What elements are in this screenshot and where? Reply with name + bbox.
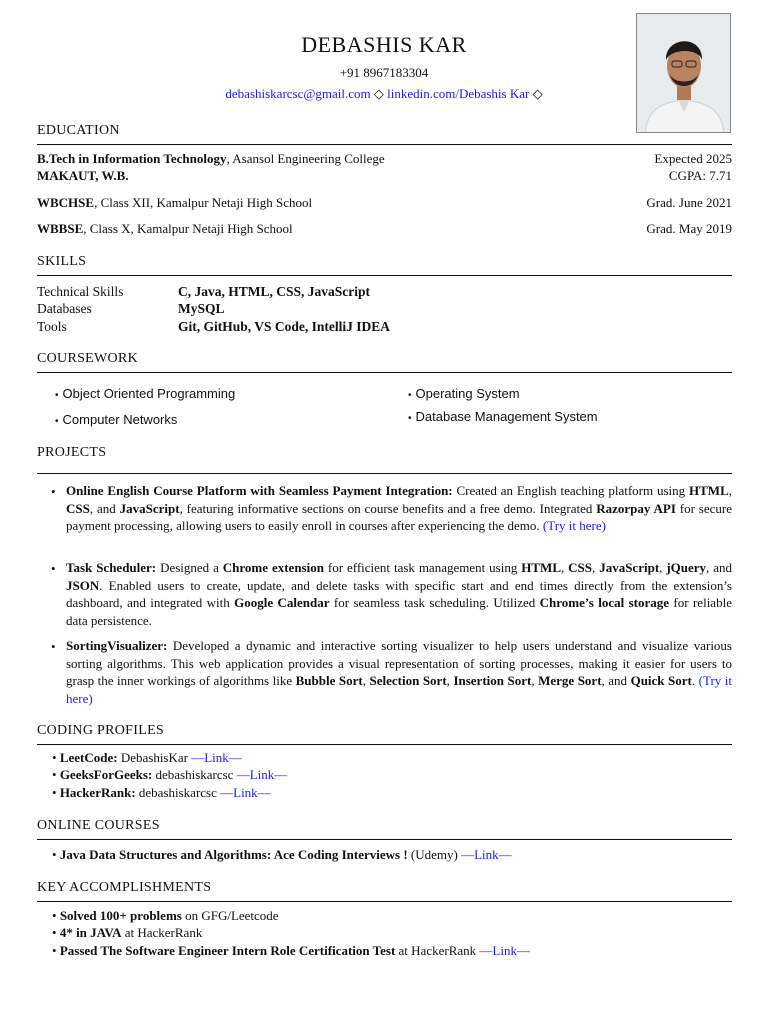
bullet-icon: •	[51, 639, 56, 654]
course-item: • Operating System	[408, 386, 520, 401]
accomplishment-item: • Passed The Software Engineer Intern Role Certification Test at HackerRank —Link—	[52, 943, 530, 958]
coursework-rule	[37, 372, 732, 373]
try-it-link[interactable]: (Try it here)	[66, 673, 733, 706]
course-item: • Object Oriented Programming	[55, 386, 236, 401]
accomplishments-rule	[37, 901, 732, 902]
profile-link[interactable]: —Link—	[191, 750, 242, 765]
skill-label: Technical Skills	[37, 284, 124, 299]
education-item: B.Tech in Information Technology, Asansol Engineering College Expected 2025	[37, 151, 732, 166]
accomplishment-item: • 4* in JAVA at HackerRank	[52, 925, 203, 940]
accomplishment-link[interactable]: —Link—	[479, 943, 530, 958]
bullet-icon: •	[51, 484, 56, 499]
coursework-title: COURSEWORK	[37, 351, 139, 366]
accomplishments-title: KEY ACCOMPLISHMENTS	[37, 880, 212, 895]
education-item: MAKAUT, W.B. CGPA: 7.71	[37, 168, 732, 183]
profiles-rule	[37, 744, 732, 745]
bullet-icon: •	[51, 561, 56, 576]
skills-rule	[37, 275, 732, 276]
courses-rule	[37, 839, 732, 840]
profile-link[interactable]: —Link—	[236, 767, 288, 782]
skill-label: Tools	[37, 319, 67, 334]
education-item: WBCHSE, Class XII, Kamalpur Netaji High School Grad. June 2021	[37, 195, 732, 210]
profile-item: • LeetCode: DebashisKar —Link—	[52, 750, 242, 765]
linkedin-link[interactable]: linkedin.com/Debashis Kar	[387, 86, 530, 101]
projects-rule	[37, 473, 732, 474]
project-english-course: Online English Course Platform with Seamless Payment Integration: Created an English teaching platform using HTML, CSS, and JavaScript, featuring informative sections on course benefits and a free demo. Integrated Razorpay API for secure payment processing, allowing users to easily enroll in courses after experiencing the demo. (Try it here)	[66, 483, 732, 534]
profile-item: • GeeksForGeeks: debashiskarcsc —Link—	[52, 767, 288, 782]
projects-title: PROJECTS	[37, 445, 107, 460]
email-link[interactable]: debashiskarcsc@gmail.com	[225, 86, 371, 101]
phone-number: +91 8967183304	[339, 65, 429, 80]
courses-title: ONLINE COURSES	[37, 818, 160, 833]
course-link[interactable]: —Link—	[461, 847, 512, 862]
skill-label: Databases	[37, 301, 92, 316]
profiles-title: CODING PROFILES	[37, 723, 165, 738]
separator-icon: ◇	[532, 86, 543, 101]
profile-item: • HackerRank: debashiskarcsc —Link—	[52, 785, 271, 800]
project-sorting-visualizer: SortingVisualizer: Developed a dynamic and interactive sorting visualizer to help users understand and visualize various sorting algorithms. This web application provides a visual representation of sorting processes, making it easier for users to grasp the inner workings of algorithms like Bubble Sort, Selection Sort, Insertion Sort, Merge Sort, and Quick Sort. (Try it here)	[66, 638, 733, 706]
skills-title: SKILLS	[37, 254, 87, 269]
profile-link[interactable]: —Link—	[220, 785, 271, 800]
profile-photo	[636, 13, 731, 133]
course-item: • Computer Networks	[55, 412, 178, 427]
skill-value: MySQL	[178, 301, 225, 316]
skill-value: C, Java, HTML, CSS, JavaScript	[178, 284, 371, 299]
project-task-scheduler: Task Scheduler: Designed a Chrome extension for efficient task management using HTML, CSS, JavaScript, jQuery, and JSON. Enabled users to create, update, and delete tasks with specific start and end times directly from the extension’s dashboard, and integrated with Google Calendar for seamless task scheduling. Utilized Chrome’s local storage for reliable data persistence.	[66, 560, 732, 628]
try-it-link[interactable]: (Try it here)	[542, 518, 606, 534]
course-entry: • Java Data Structures and Algorithms: Ace Coding Interviews ! (Udemy) —Link—	[52, 847, 512, 862]
separator-icon: ◇	[373, 86, 384, 101]
accomplishment-item: • Solved 100+ problems on GFG/Leetcode	[52, 908, 279, 923]
skill-value: Git, GitHub, VS Code, IntelliJ IDEA	[178, 319, 391, 334]
candidate-name: DEBASHIS KAR	[301, 32, 467, 57]
education-item: WBBSE, Class X, Kamalpur Netaji High School Grad. May 2019	[37, 221, 732, 236]
education-title: EDUCATION	[37, 123, 120, 138]
education-rule	[37, 144, 732, 145]
course-item: • Database Management System	[408, 409, 598, 424]
